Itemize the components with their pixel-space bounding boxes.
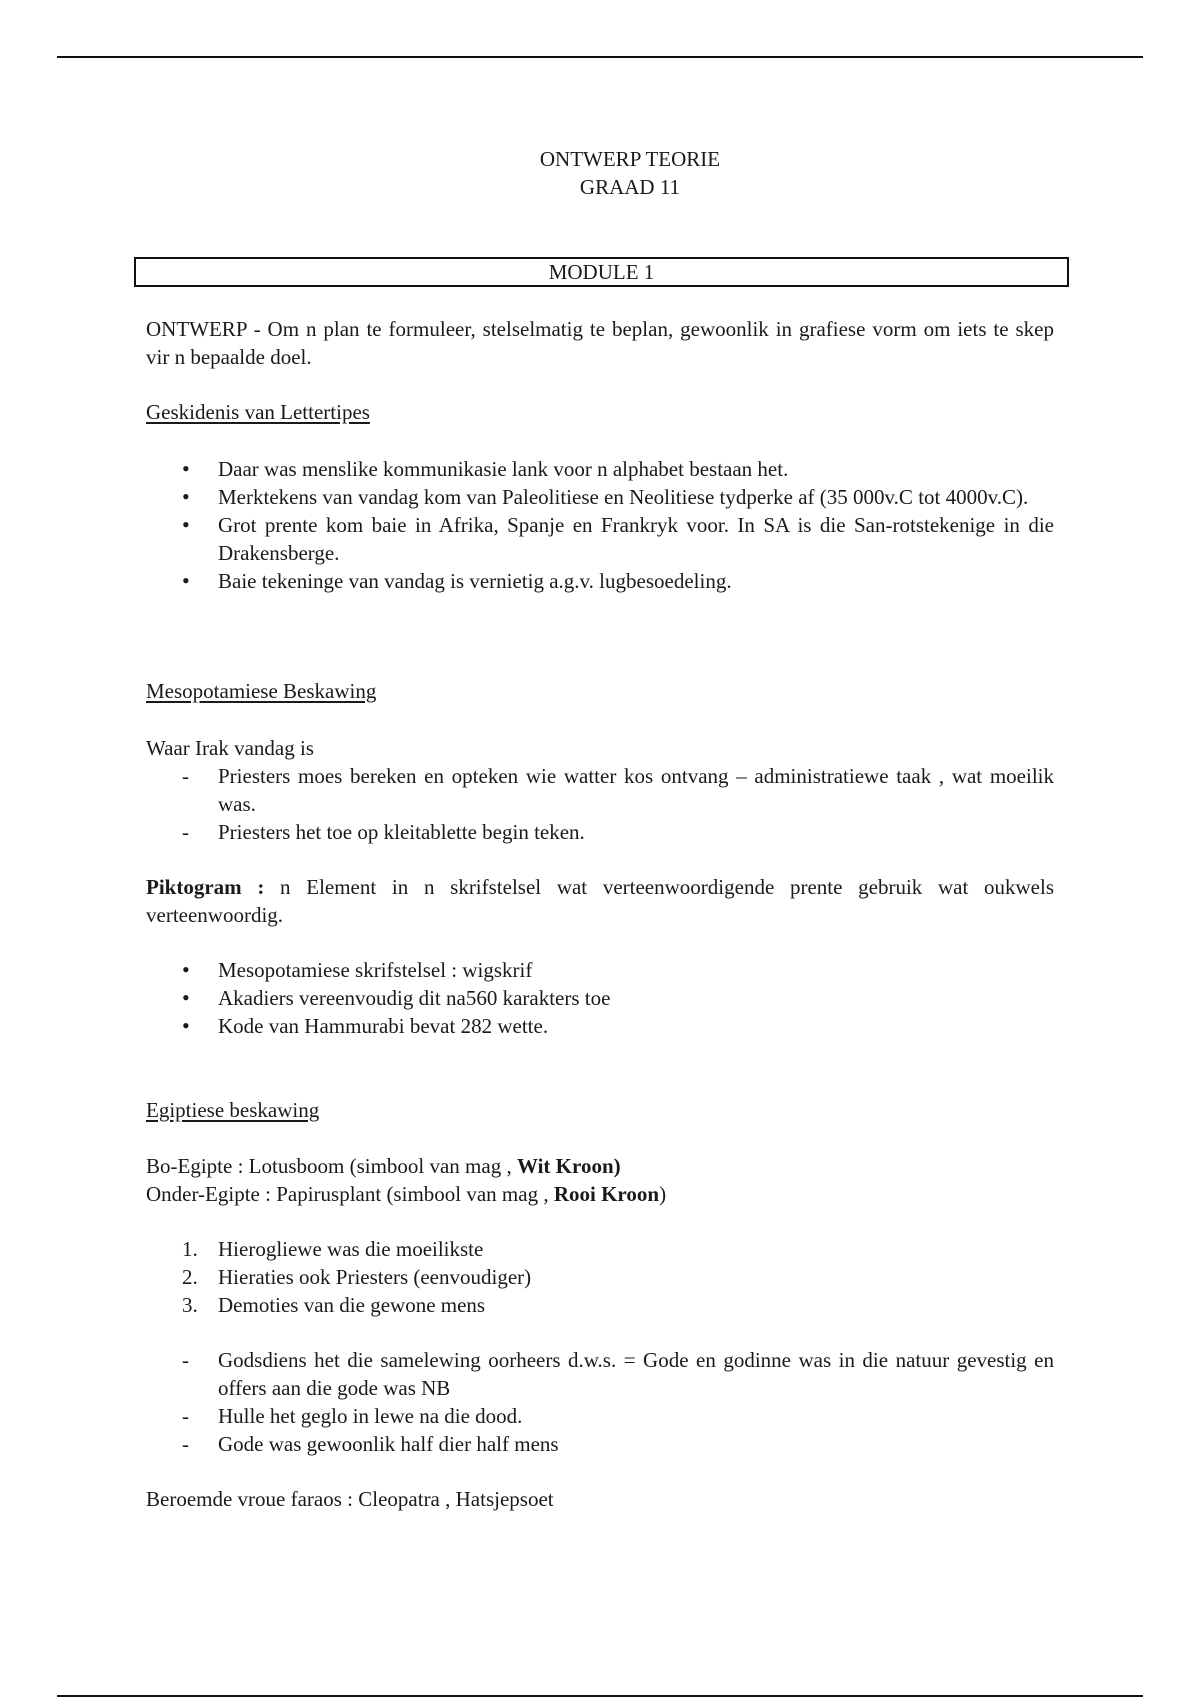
mesopotamie-dash-list (146, 762, 1054, 846)
list-item: - Godsdiens het die samelewing oorheers d.w.s. = Gode en godinne was in die natuur gevestig en offers aan die gode was NB (146, 1346, 1054, 1402)
onder-egipte-line (146, 1180, 1054, 1208)
list-item: • Mesopotamiese skrifstelsel : wigskrif (146, 956, 1054, 984)
mesopotamie-lead: Waar Irak vandag is (146, 736, 314, 760)
piktogram-text: n Element in n skrifstelsel wat verteenwoordigende prente gebruik wat oukwels verteenwoordig. (146, 875, 1054, 927)
egipte-dash-list (146, 1346, 1054, 1458)
list-text: Hieraties ook Priesters (eenvoudiger) (218, 1265, 532, 1289)
section-heading-lettertipes: Geskidenis van Lettertipes (146, 400, 370, 424)
list-item: - Priesters moes bereken en opteken wie watter kos ontvang – administratiewe taak , wat moeilik was. (146, 762, 1054, 818)
intro-paragraph: ONTWERP - Om n plan te formuleer, stelselmatig te beplan, gewoonlik in grafiese vorm om iets te skep vir n bepaalde doel. (146, 317, 1054, 369)
list-item: • Daar was menslike kommunikasie lank voor n alphabet bestaan het. (146, 455, 1054, 483)
list-item: - Gode was gewoonlik half dier half mens (146, 1430, 1054, 1458)
document-title: ONTWERP TEORIE (539, 147, 721, 171)
list-item: • Grot prente kom baie in Afrika, Spanje en Frankryk voor. In SA is die San-rotstekenige in die Drakensberge. (146, 511, 1054, 567)
list-item (146, 1263, 1054, 1291)
list-item (146, 1291, 1054, 1319)
onder-egipte-end: ) (659, 1182, 667, 1206)
bo-egipte-line (146, 1152, 1054, 1180)
lettertipes-bullet-list (146, 455, 1054, 595)
bo-egipte-text: Bo-Egipte : Lotusboom (simbool van mag , (146, 1154, 517, 1178)
list-text: Hierogliewe was die moeilikste (218, 1237, 484, 1261)
onder-egipte-text: Onder-Egipte : Papirusplant (simbool van mag , (146, 1182, 554, 1206)
list-item: • Baie tekeninge van vandag is vernietig a.g.v. lugbesoedeling. (146, 567, 1054, 595)
list-item: • Merktekens van vandag kom van Paleolitiese en Neolitiese tydperke af (35 000v.C tot 4000v.C). (146, 483, 1054, 511)
piktogram-definition (146, 873, 1054, 929)
document-grade: GRAAD 11 (579, 175, 681, 199)
farao-line: Beroemde vroue faraos : Cleopatra , Hatsjepsoet (146, 1487, 554, 1511)
section-heading-egipte: Egiptiese beskawing (146, 1098, 320, 1122)
bo-egipte-bold: Wit Kroon) (516, 1154, 621, 1178)
list-number: 1. (182, 1237, 198, 1261)
list-number: 3. (182, 1293, 198, 1317)
module-heading-box (134, 257, 1069, 287)
document-title-block (176, 145, 1084, 201)
list-item: - Hulle het geglo in lewe na die dood. (146, 1402, 1054, 1430)
onder-egipte-bold: Rooi Kroon (553, 1182, 660, 1206)
piktogram-label: Piktogram : (146, 875, 265, 899)
list-text: Demoties van die gewone mens (218, 1293, 486, 1317)
list-item: • Akadiers vereenvoudig dit na560 karakters toe (146, 984, 1054, 1012)
section-heading-mesopotamie: Mesopotamiese Beskawing (146, 679, 377, 703)
module-label: MODULE 1 (548, 260, 655, 284)
egipte-numbered-list (146, 1235, 1054, 1319)
list-item: • Kode van Hammurabi bevat 282 wette. (146, 1012, 1054, 1040)
mesopotamie-bullet-list (146, 956, 1054, 1040)
list-item: - Priesters het toe op kleitablette begin teken. (146, 818, 1054, 846)
list-item (146, 1235, 1054, 1263)
list-number: 2. (182, 1265, 198, 1289)
top-rule (57, 56, 1143, 58)
bottom-rule (57, 1695, 1143, 1697)
